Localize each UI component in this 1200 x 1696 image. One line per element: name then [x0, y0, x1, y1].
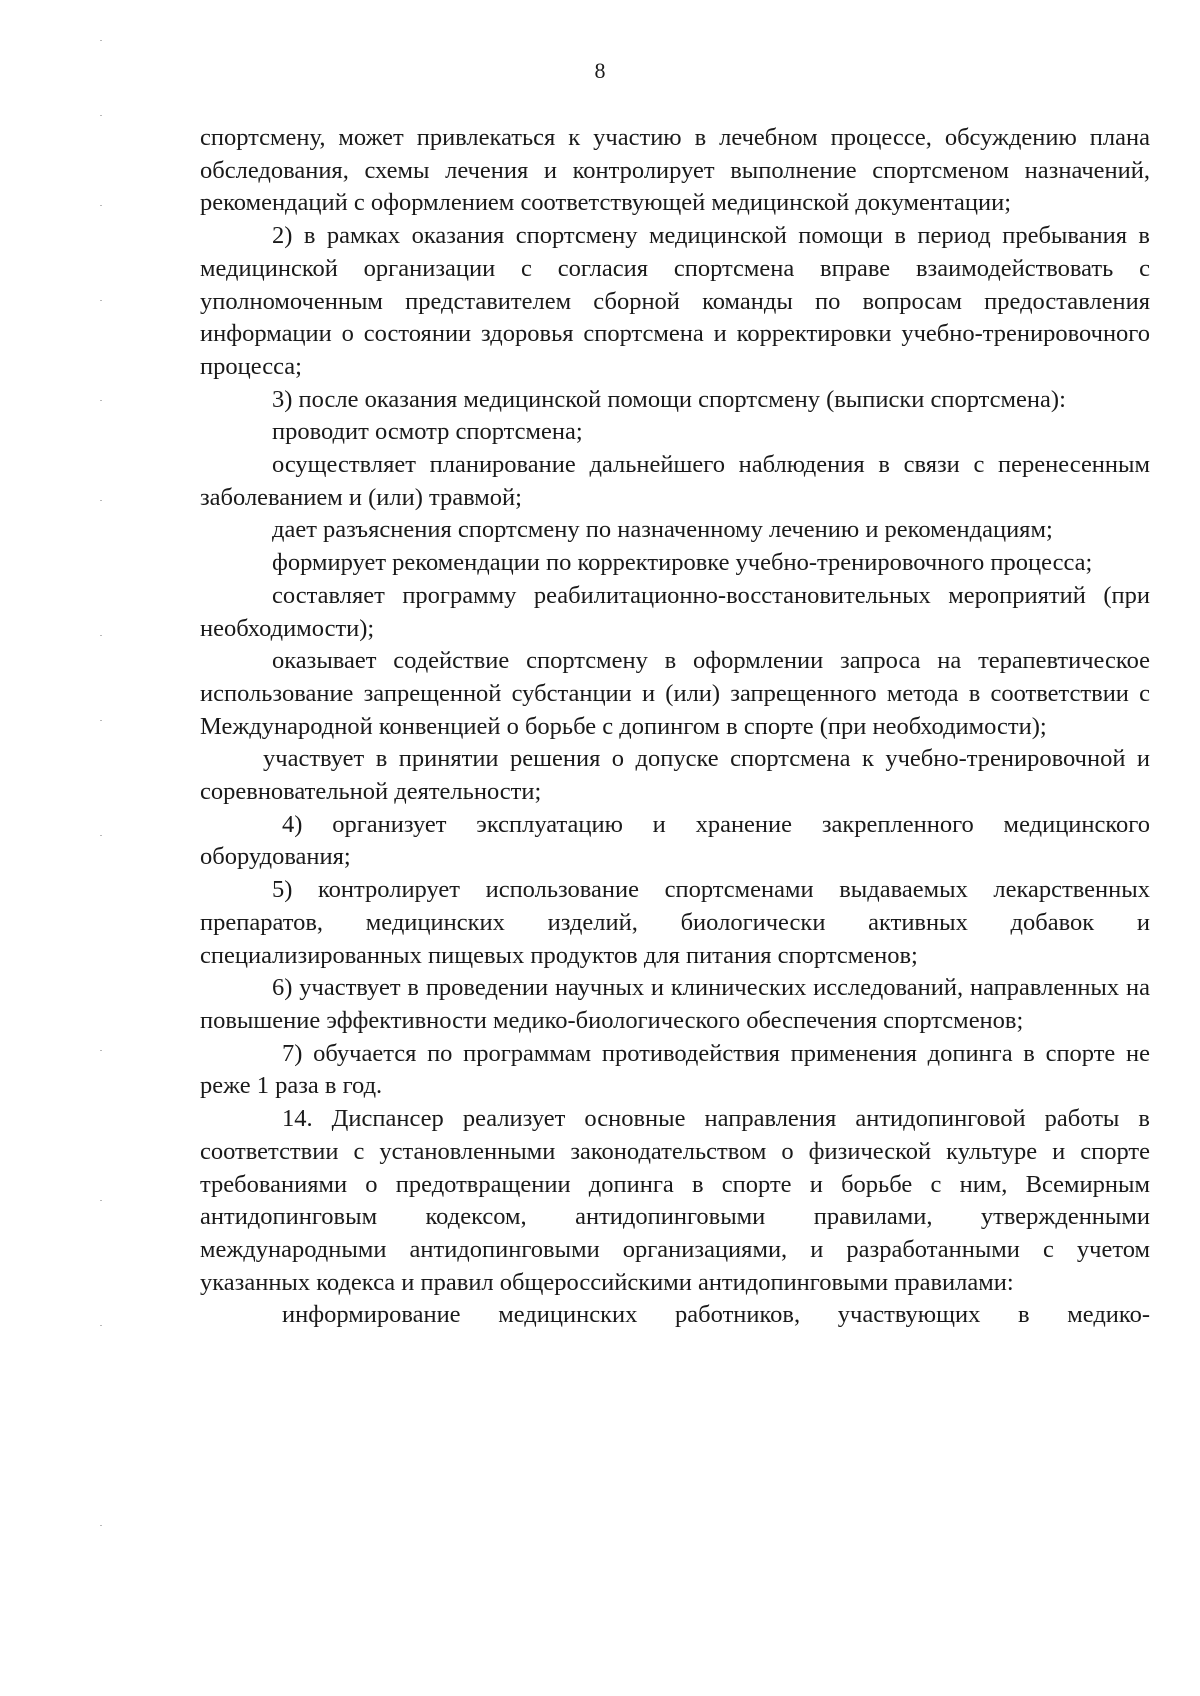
- paragraph-informing: информирование медицинских работников, участвующих в медико-: [282, 1301, 1150, 1329]
- scan-mark: [100, 835, 102, 836]
- paragraph-item-5: 5) контролирует использование спортсменами выдаваемых лекарственных препаратов, медицинских изделий, биологически активных добавок и специализированных пищевых продуктов для питания спортсменов;: [200, 876, 1150, 969]
- paragraph-continuation: спортсмену, может привлекаться к участию в лечебном процессе, обсуждению плана обследования, схемы лечения и контролирует выполнение спортсменом назначений, рекомендаций с оформлением соответствующей медицинской документации;: [200, 124, 1150, 217]
- scan-mark: [100, 115, 102, 116]
- paragraph-item-4: 4) организует эксплуатацию и хранение закрепленного медицинского оборудования;: [200, 810, 1150, 871]
- scan-mark: [100, 300, 102, 301]
- scan-mark: [100, 40, 102, 41]
- scan-mark: [100, 720, 102, 721]
- scan-mark: [100, 1200, 102, 1201]
- paragraph-section-14: 14. Диспансер реализует основные направления антидопинговой работы в соответствии с установленными законодательством о физической культуре и спорте требованиями о предотвращении допинга в спорте и борьбе с ним, Всемирным антидопинговым кодексом, антидопинговыми правилами, утвержденными международными антидопинговыми организациями, и разработанными с учетом указанных кодекса и правил общероссийскими антидопинговыми правилами:: [200, 1105, 1150, 1296]
- paragraph-item-7: 7) обучается по программам противодействия применения допинга в спорте не реже 1 раза в год.: [200, 1039, 1150, 1100]
- paragraph-admission: участвует в принятии решения о допуске спортсмена к учебно-тренировочной и соревновательной деятельности;: [200, 745, 1150, 806]
- paragraph-item-3: 3) после оказания медицинской помощи спортсмену (выписки спортсмена):: [272, 385, 1066, 413]
- paragraph-examination: проводит осмотр спортсмена;: [272, 418, 583, 446]
- paragraph-rehabilitation: составляет программу реабилитационно-восстановительных мероприятий (при необходимости);: [200, 581, 1150, 642]
- scan-mark: [100, 1325, 102, 1326]
- scan-mark: [100, 400, 102, 401]
- scan-mark: [100, 500, 102, 501]
- document-body: [200, 122, 1150, 1332]
- scan-mark: [100, 635, 102, 636]
- paragraph-explanations: дает разъяснения спортсмену по назначенному лечению и рекомендациям;: [272, 516, 1053, 544]
- paragraph-item-6: 6) участвует в проведении научных и клинических исследований, направленных на повышение эффективности медико-биологического обеспечения спортсменов;: [200, 974, 1150, 1034]
- page-number: 8: [594, 58, 606, 83]
- scan-mark: [100, 205, 102, 206]
- scan-mark: [100, 1525, 102, 1526]
- paragraph-item-2: 2) в рамках оказания спортсмену медицинской помощи в период пребывания в медицинской организации с согласия спортсмена вправе взаимодействовать с уполномоченным представителем сборной команды по вопросам предоставления информации о состоянии здоровья спортсмена и корректировки учебно-тренировочного процесса;: [200, 222, 1150, 380]
- paragraph-recommendations: формирует рекомендации по корректировке учебно-тренировочного процесса;: [272, 549, 1093, 577]
- paragraph-planning: осуществляет планирование дальнейшего наблюдения в связи с перенесенным заболеванием и (или) травмой;: [200, 451, 1150, 511]
- scan-mark: [100, 1050, 102, 1051]
- paragraph-tue-request: оказывает содействие спортсмену в оформлении запроса на терапевтическое использование запрещенной субстанции и (или) запрещенного метода в соответствии с Международной конвенцией о борьбе с допингом в спорте (при необходимости);: [200, 647, 1150, 740]
